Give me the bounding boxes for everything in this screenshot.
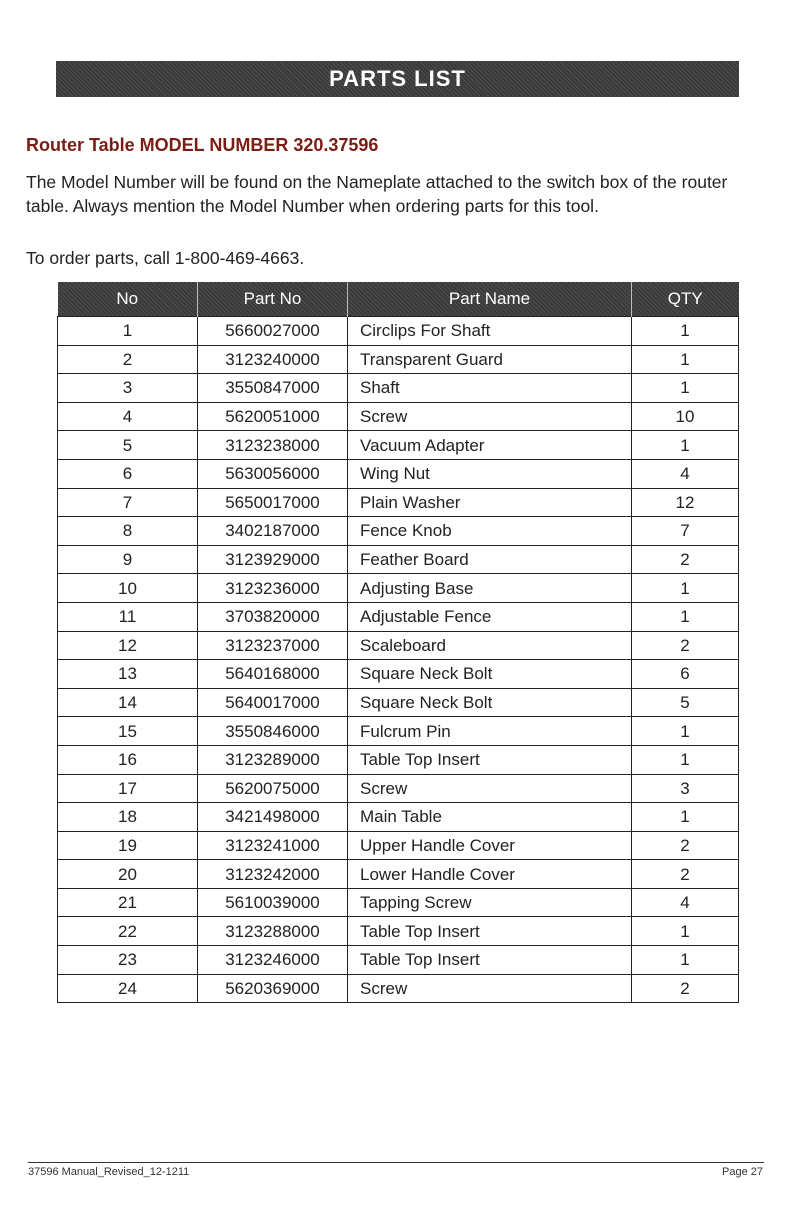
cell-part-no: 5610039000	[198, 888, 348, 917]
cell-qty: 2	[632, 974, 739, 1003]
cell-no: 15	[58, 717, 198, 746]
cell-part-name: Upper Handle Cover	[348, 831, 632, 860]
table-row	[58, 831, 739, 860]
table-row	[58, 946, 739, 975]
cell-no: 11	[58, 602, 198, 631]
table-row	[58, 431, 739, 460]
table-row	[58, 888, 739, 917]
table-row	[58, 803, 739, 832]
cell-qty: 1	[632, 946, 739, 975]
cell-no: 5	[58, 431, 198, 460]
cell-part-no: 3402187000	[198, 517, 348, 546]
cell-part-no: 5650017000	[198, 488, 348, 517]
table-row	[58, 774, 739, 803]
cell-part-name: Table Top Insert	[348, 745, 632, 774]
table-row	[58, 974, 739, 1003]
column-header-part-name: Part Name	[348, 282, 632, 317]
cell-part-no: 3123240000	[198, 345, 348, 374]
cell-part-no: 3123246000	[198, 946, 348, 975]
cell-no: 4	[58, 402, 198, 431]
cell-part-no: 3123288000	[198, 917, 348, 946]
cell-no: 13	[58, 660, 198, 689]
cell-qty: 1	[632, 602, 739, 631]
cell-part-name: Shaft	[348, 374, 632, 403]
cell-no: 3	[58, 374, 198, 403]
cell-no: 19	[58, 831, 198, 860]
cell-qty: 4	[632, 888, 739, 917]
cell-qty: 10	[632, 402, 739, 431]
cell-part-name: Adjusting Base	[348, 574, 632, 603]
cell-qty: 2	[632, 860, 739, 889]
cell-no: 23	[58, 946, 198, 975]
cell-part-no: 3123289000	[198, 745, 348, 774]
cell-part-name: Screw	[348, 402, 632, 431]
cell-qty: 2	[632, 831, 739, 860]
table-row	[58, 917, 739, 946]
cell-part-name: Screw	[348, 974, 632, 1003]
cell-no: 12	[58, 631, 198, 660]
cell-part-name: Scaleboard	[348, 631, 632, 660]
cell-qty: 6	[632, 660, 739, 689]
cell-part-name: Tapping Screw	[348, 888, 632, 917]
cell-part-name: Main Table	[348, 803, 632, 832]
cell-part-name: Transparent Guard	[348, 345, 632, 374]
parts-table	[57, 282, 739, 1003]
table-row	[58, 660, 739, 689]
column-header-no: No	[58, 282, 198, 317]
cell-part-no: 5640168000	[198, 660, 348, 689]
cell-no: 9	[58, 545, 198, 574]
cell-part-no: 3123236000	[198, 574, 348, 603]
cell-part-no: 3550847000	[198, 374, 348, 403]
table-row	[58, 688, 739, 717]
cell-part-no: 5660027000	[198, 317, 348, 346]
table-row	[58, 459, 739, 488]
table-row	[58, 602, 739, 631]
footer-document-id: 37596 Manual_Revised_12-1211	[28, 1166, 190, 1178]
cell-part-name: Fence Knob	[348, 517, 632, 546]
cell-no: 6	[58, 459, 198, 488]
table-row	[58, 545, 739, 574]
cell-part-name: Circlips For Shaft	[348, 317, 632, 346]
cell-part-no: 3550846000	[198, 717, 348, 746]
cell-no: 7	[58, 488, 198, 517]
cell-qty: 4	[632, 459, 739, 488]
table-row	[58, 574, 739, 603]
cell-qty: 1	[632, 717, 739, 746]
table-row	[58, 317, 739, 346]
cell-no: 17	[58, 774, 198, 803]
cell-part-name: Square Neck Bolt	[348, 688, 632, 717]
table-row	[58, 631, 739, 660]
cell-no: 16	[58, 745, 198, 774]
cell-qty: 2	[632, 631, 739, 660]
cell-part-no: 5640017000	[198, 688, 348, 717]
order-phone-line: To order parts, call 1-800-469-4663.	[26, 248, 305, 268]
cell-part-no: 5620369000	[198, 974, 348, 1003]
cell-qty: 1	[632, 574, 739, 603]
cell-part-name: Plain Washer	[348, 488, 632, 517]
table-row	[58, 488, 739, 517]
cell-part-no: 5630056000	[198, 459, 348, 488]
footer-page-number: Page 27	[722, 1166, 763, 1178]
table-row	[58, 745, 739, 774]
cell-part-name: Feather Board	[348, 545, 632, 574]
cell-no: 14	[58, 688, 198, 717]
cell-part-name: Screw	[348, 774, 632, 803]
cell-part-name: Table Top Insert	[348, 917, 632, 946]
parts-list-banner	[56, 61, 739, 97]
cell-part-name: Table Top Insert	[348, 946, 632, 975]
cell-qty: 1	[632, 345, 739, 374]
cell-no: 2	[58, 345, 198, 374]
column-header-qty: QTY	[632, 282, 739, 317]
cell-qty: 2	[632, 545, 739, 574]
cell-part-no: 5620075000	[198, 774, 348, 803]
cell-part-no: 3123242000	[198, 860, 348, 889]
cell-qty: 1	[632, 803, 739, 832]
cell-part-no: 3123237000	[198, 631, 348, 660]
cell-qty: 1	[632, 745, 739, 774]
cell-no: 8	[58, 517, 198, 546]
cell-no: 10	[58, 574, 198, 603]
cell-part-name: Adjustable Fence	[348, 602, 632, 631]
cell-qty: 3	[632, 774, 739, 803]
cell-qty: 1	[632, 374, 739, 403]
table-row	[58, 402, 739, 431]
cell-no: 1	[58, 317, 198, 346]
cell-part-name: Square Neck Bolt	[348, 660, 632, 689]
cell-qty: 1	[632, 431, 739, 460]
cell-part-no: 3703820000	[198, 602, 348, 631]
cell-part-name: Wing Nut	[348, 459, 632, 488]
cell-part-no: 3123241000	[198, 831, 348, 860]
cell-no: 20	[58, 860, 198, 889]
table-row	[58, 374, 739, 403]
cell-part-name: Fulcrum Pin	[348, 717, 632, 746]
cell-qty: 5	[632, 688, 739, 717]
table-row	[58, 345, 739, 374]
cell-part-no: 5620051000	[198, 402, 348, 431]
cell-part-name: Vacuum Adapter	[348, 431, 632, 460]
table-row	[58, 517, 739, 546]
cell-no: 24	[58, 974, 198, 1003]
intro-paragraph: The Model Number will be found on the Nameplate attached to the switch box of the router table. Always mention the Model Number when ordering parts for this tool.	[26, 172, 728, 216]
cell-part-name: Lower Handle Cover	[348, 860, 632, 889]
cell-part-no: 3123238000	[198, 431, 348, 460]
page-title: PARTS LIST	[329, 66, 466, 91]
cell-qty: 7	[632, 517, 739, 546]
cell-qty: 12	[632, 488, 739, 517]
cell-no: 21	[58, 888, 198, 917]
cell-no: 18	[58, 803, 198, 832]
cell-qty: 1	[632, 917, 739, 946]
table-row	[58, 860, 739, 889]
model-number-heading: Router Table MODEL NUMBER 320.37596	[26, 135, 379, 155]
cell-part-no: 3421498000	[198, 803, 348, 832]
footer-divider	[28, 1162, 764, 1163]
cell-no: 22	[58, 917, 198, 946]
cell-qty: 1	[632, 317, 739, 346]
table-header-row	[58, 282, 739, 317]
table-row	[58, 717, 739, 746]
cell-part-no: 3123929000	[198, 545, 348, 574]
column-header-part-no: Part No	[198, 282, 348, 317]
